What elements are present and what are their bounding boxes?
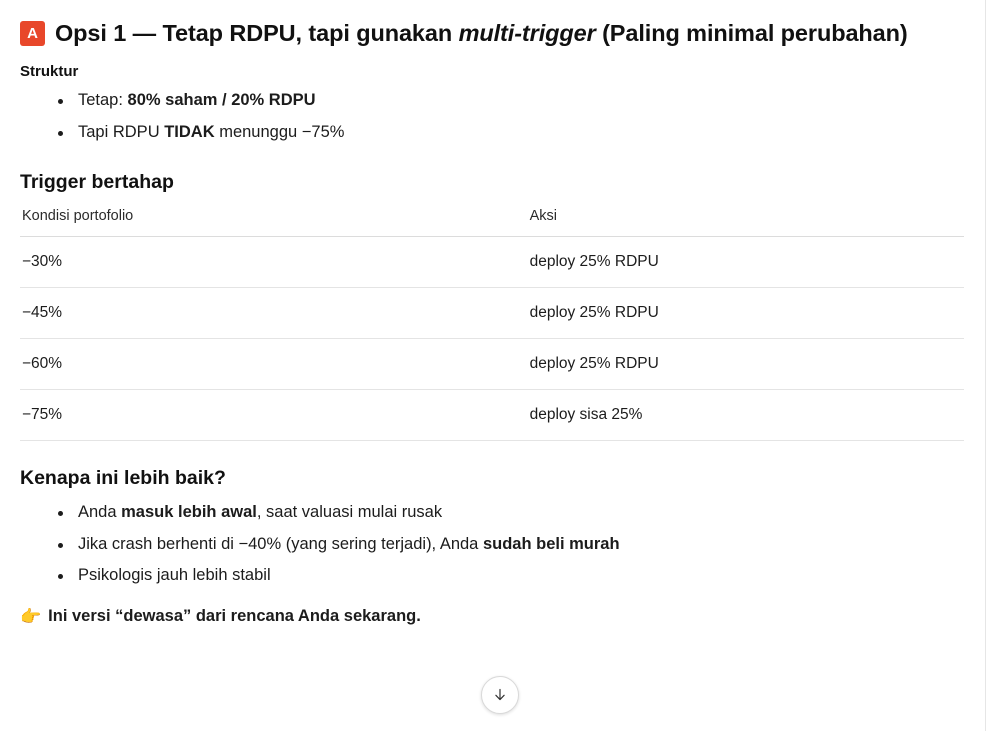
list-item	[56, 500, 964, 526]
cell-kondisi: −45%	[20, 288, 528, 339]
scroll-to-bottom-button[interactable]	[481, 676, 519, 714]
cell-aksi: deploy sisa 25%	[528, 390, 964, 441]
column-header-kondisi: Kondisi portofolio	[20, 204, 528, 237]
cell-aksi: deploy 25% RDPU	[528, 339, 964, 390]
arrow-down-icon	[492, 687, 508, 703]
list-item	[56, 120, 964, 146]
table-header-row	[20, 204, 964, 237]
table-row	[20, 339, 964, 390]
list-item-bold: masuk lebih awal	[121, 503, 257, 522]
page-title	[55, 20, 908, 47]
list-item-prefix: Tetap:	[78, 91, 128, 109]
list-item-prefix: Anda	[78, 503, 122, 522]
pointing-hand-icon: 👉	[20, 606, 42, 626]
page-title-part1: Opsi 1 — Tetap RDPU, tapi gunakan	[55, 20, 459, 46]
page-title-row	[20, 20, 964, 47]
option-badge-a: A	[20, 21, 45, 46]
trigger-table	[20, 204, 964, 441]
list-item-prefix: Psikologis jauh lebih stabil	[78, 566, 271, 585]
list-item-suffix: , saat valuasi mulai rusak	[256, 503, 443, 522]
page-title-italic: multi-trigger	[458, 20, 596, 46]
page-title-part2: (Paling minimal perubahan)	[595, 20, 908, 46]
list-item	[56, 563, 964, 589]
closing-note	[20, 607, 964, 627]
table-row	[20, 288, 964, 339]
kenapa-list	[20, 500, 964, 589]
cell-kondisi: −75%	[20, 390, 528, 441]
section-title-trigger: Trigger bertahap	[20, 171, 174, 194]
cell-kondisi: −60%	[20, 339, 528, 390]
list-item-bold: TIDAK	[164, 122, 215, 141]
list-item-suffix: menunggu −75%	[214, 122, 345, 141]
table-row	[20, 390, 964, 441]
list-item-prefix: Jika crash berhenti di −40% (yang sering terjadi), Anda	[78, 534, 483, 553]
cell-aksi: deploy 25% RDPU	[528, 237, 964, 288]
list-item-prefix: Tapi RDPU	[78, 122, 165, 141]
list-item	[56, 532, 964, 558]
closing-note-text: Ini versi “dewasa” dari rencana Anda sekarang.	[48, 607, 421, 626]
struktur-list	[20, 88, 964, 145]
list-item-bold: 80% saham / 20% RDPU	[127, 91, 316, 109]
list-item	[56, 88, 964, 114]
table-row	[20, 237, 964, 288]
cell-kondisi: −30%	[20, 237, 528, 288]
section-title-kenapa: Kenapa ini lebih baik?	[20, 467, 226, 490]
list-item-bold: sudah beli murah	[482, 534, 620, 553]
section-title-struktur: Struktur	[20, 63, 79, 80]
cell-aksi: deploy 25% RDPU	[528, 288, 964, 339]
column-header-aksi: Aksi	[528, 204, 964, 237]
